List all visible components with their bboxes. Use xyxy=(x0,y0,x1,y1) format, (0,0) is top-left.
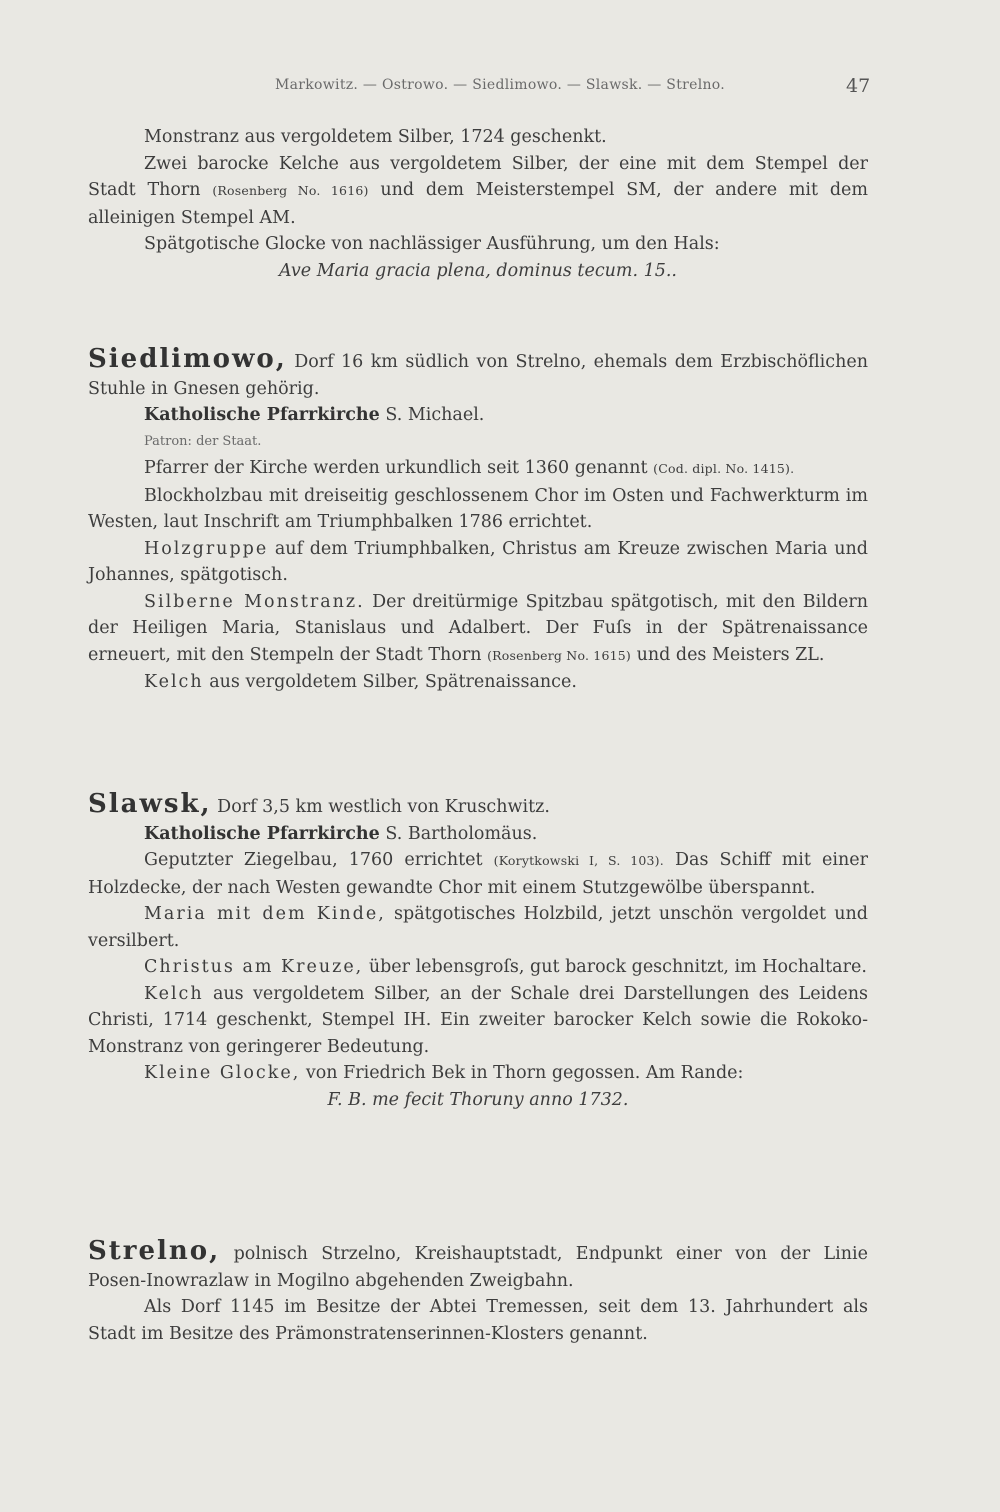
paragraph xyxy=(88,669,868,696)
text: und des Meisters ZL. xyxy=(636,644,825,665)
paragraph xyxy=(88,791,868,821)
text: Monstranz aus vergoldetem Silber, 1724 geschenkt. xyxy=(144,127,607,147)
reference: (Rosenberg No. 1615) xyxy=(487,647,631,663)
text: und dem Meisterstempel SM, der andere mit dem alleinigen Stempel AM. xyxy=(88,180,868,228)
text: spätgotisches Holzbild, jetzt unschön vergoldet und versilbert. xyxy=(88,904,868,951)
siedlimowo-section xyxy=(88,346,868,696)
paragraph xyxy=(88,124,868,151)
text: polnisch Strzelno, Kreishauptstadt, Endpunkt einer von der Linie Posen-Inowrazlaw in Mogilno abgehenden Zweigbahn. xyxy=(88,1244,868,1291)
text: über lebensgroſs, gut barock geschnitzt, im Hochaltare. xyxy=(368,957,867,977)
place-heading: Strelno, xyxy=(88,1236,221,1266)
paragraph xyxy=(88,901,868,954)
paragraph xyxy=(88,1060,868,1087)
inscription: F. B. me fecit Thoruny anno 1732. xyxy=(327,1089,629,1110)
term: Christus am Kreuze, xyxy=(144,957,364,977)
paragraph xyxy=(88,821,868,848)
paragraph xyxy=(88,589,868,670)
running-title: Markowitz. — Ostrowo. — Siedlimowo. — Slawsk. — Strelno. xyxy=(274,77,726,93)
term: Kelch xyxy=(144,672,204,692)
text: Das Schiff mit einer Holzdecke, der nach Westen gewandte Chor mit einem Stutzgewölbe überspannt. xyxy=(88,850,868,898)
paragraph: Blockholzbau mit dreiseitig geschlossenem Chor im Osten und Fachwerkturm im Westen, laut Inschrift am Triumphbalken 1786 errichtet. xyxy=(88,485,868,532)
paragraph xyxy=(88,231,868,258)
reference: (Korytkowski I, S. 103). xyxy=(493,853,664,868)
paragraph xyxy=(88,954,868,981)
text: S. Michael. xyxy=(385,405,485,425)
paragraph xyxy=(88,151,868,232)
reference: (Rosenberg No. 1616) xyxy=(212,183,369,198)
ostrowo-section xyxy=(88,124,868,284)
patron-note: Patron: der Staat. xyxy=(144,433,262,449)
term: Maria mit dem Kinde, xyxy=(144,904,386,924)
text: aus vergoldetem Silber, Spätrenaissance. xyxy=(209,672,577,692)
text: Pfarrer der Kirche werden urkundlich seit 1360 genannt xyxy=(144,458,648,478)
paragraph xyxy=(88,981,868,1061)
slawsk-section xyxy=(88,791,868,1113)
church-heading: Katholische Pfarrkirche xyxy=(144,823,380,844)
term: Kleine Glocke, xyxy=(144,1063,301,1083)
inscription: Ave Maria gracia plena, dominus tecum. 15.. xyxy=(278,260,677,281)
paragraph xyxy=(88,1238,868,1294)
text: Dorf 3,5 km westlich von Kruschwitz. xyxy=(217,797,550,817)
text: Dorf 16 km südlich von Strelno, ehemals dem Erzbischöflichen Stuhle in Gnesen gehörig. xyxy=(88,352,868,399)
church-heading: Katholische Pfarrkirche xyxy=(144,405,380,425)
text: von Friedrich Bek in Thorn gegossen. Am Rande: xyxy=(305,1063,744,1083)
term: Kelch xyxy=(144,983,204,1004)
paragraph: Als Dorf 1145 im Besitze der Abtei Tremessen, seit dem 13. Jahrhundert als Stadt im Besitze des Prämonstratenserinnen-Klosters genannt. xyxy=(88,1297,868,1344)
text: Zwei barocke Kelche aus vergoldetem Silber, der eine mit dem Stempel der Stadt Thorn xyxy=(88,153,868,200)
text: Der dreitürmige Spitzbau spätgotisch, mit den Bildern der Heiligen Maria, Stanislaus und Adalbert. Der Fuſs in der Spätrenaissance erneuert, mit den Stempeln der Stadt Thorn xyxy=(88,591,868,665)
place-heading: Slawsk, xyxy=(88,789,212,819)
text: S. Bartholomäus. xyxy=(385,823,538,844)
text: Geputzter Ziegelbau, 1760 errichtet xyxy=(144,850,483,870)
reference: (Cod. dipl. No. 1415). xyxy=(653,461,795,476)
text: aus vergoldetem Silber, an der Schale drei Darstellungen des Leidens Christi, 1714 geschenkt, Stempel IH. Ein zweiter barocker Kelch sowie die Rokoko-Monstranz von geringerer Bedeutung. xyxy=(88,983,868,1057)
paragraph xyxy=(88,455,868,483)
paragraph xyxy=(88,346,868,402)
page-number: 47 xyxy=(846,75,871,97)
paragraph xyxy=(88,402,868,429)
strelno-section xyxy=(88,1238,868,1347)
term: Silberne Monstranz. xyxy=(144,591,365,612)
place-heading: Siedlimowo, xyxy=(88,344,287,374)
paragraph xyxy=(88,536,868,589)
paragraph xyxy=(88,847,868,901)
term: Holzgruppe xyxy=(144,538,269,559)
text: auf dem Triumphbalken, Christus am Kreuze zwischen Maria und Johannes, spätgotisch. xyxy=(88,538,868,585)
text: Spätgotische Glocke von nachlässiger Ausführung, um den Hals: xyxy=(144,234,720,254)
